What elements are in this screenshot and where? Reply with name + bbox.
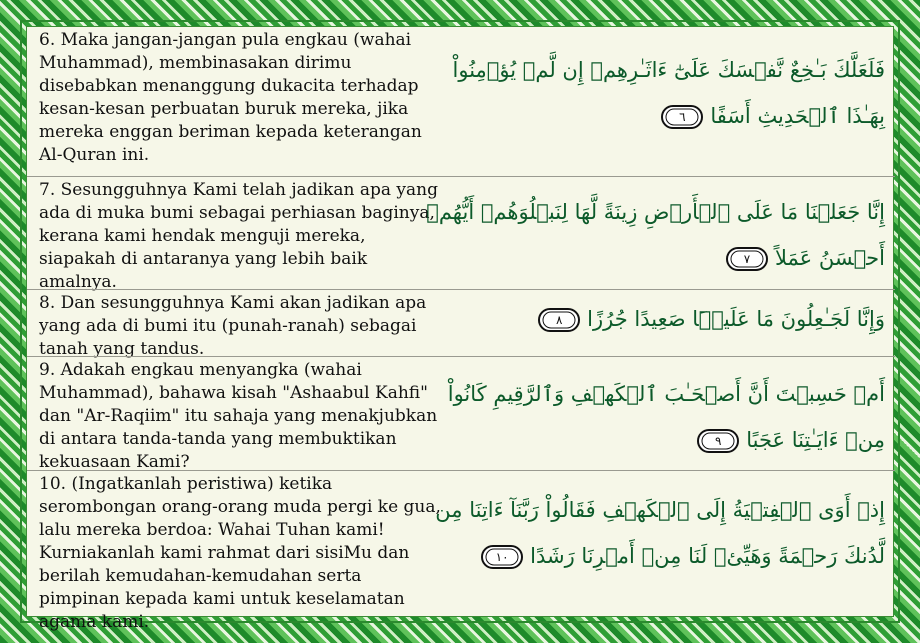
verse-arabic (426, 189, 885, 281)
arabic-line: أَحۡسَنُ عَمَلاً ٧ (455, 235, 885, 281)
ayah-number: ٩ (714, 434, 722, 448)
verse-translation: 8. Dan sesungguhnya Kami akan jadikan apa yang ada di bumi itu (punah-ranah) sebagai tanah yang tandus. (39, 293, 427, 359)
ayah-marker-icon (537, 307, 581, 333)
verse-row (27, 470, 895, 632)
verse-row (27, 289, 895, 359)
verse-row (27, 27, 895, 176)
verse-row (27, 356, 895, 470)
arabic-line: إِذۡ أَوَى ٱلۡفِتۡيَةُ إِلَى ٱلۡكَهۡفِ فَقَالُواْ رَبَّنَآ ءَاتِنَا مِن (435, 498, 885, 522)
ayah-number: ٧ (743, 252, 751, 266)
arabic-line: أَمۡ حَسِبۡتَ أَنَّ أَصۡحَـٰبَ ٱلۡكَهۡفِ وَٱلرَّقِيمِ كَانُواْ (447, 382, 885, 406)
ayah-marker-icon (725, 246, 769, 272)
verse-panel (26, 26, 894, 632)
arabic-line: فَلَعَلَّكَ بَـٰخِعٌ نَّفۡسَكَ عَلَىٰٓ ءَاثَـٰرِهِمۡ إِن لَّمۡ يُؤۡمِنُواْ (452, 58, 885, 82)
ayah-number: ٦ (679, 110, 686, 124)
verse-arabic (435, 487, 885, 579)
ayah-marker-icon (660, 104, 704, 130)
verse-arabic (447, 371, 885, 463)
ayah-marker-icon (480, 544, 524, 570)
verse-arabic (452, 47, 885, 139)
arabic-line: وَإِنَّا لَجَـٰعِلُونَ مَا عَلَيۡہَا صَعِيدًا جُرُزًا ٨ (455, 296, 885, 342)
arabic-line: لَّدُنكَ رَحۡمَةً وَهَيِّئۡ لَنَا مِنۡ أَمۡرِنَا رَشَدًا ١٠ (455, 533, 885, 579)
verse-translation: 6. Maka jangan-jangan pula engkau (wahai Muhammad), membinasakan dirimu disebabkan menanggung dukacita terhadap kesan-kesan perbuatan buruk mereka, jika mereka enggan beriman kepada keterangan Al-Quran ini. (39, 30, 422, 165)
verse-arabic (455, 296, 885, 342)
arabic-line: بِهَـٰذَا ٱلۡحَدِيثِ أَسَفًا ٦ (455, 93, 885, 139)
arabic-line: إِنَّا جَعَلۡنَا مَا عَلَى ٱلۡأَرۡضِ زِينَةً لَّهَا لِنَبۡلُوَهُمۡ أَيُّهُمۡ (426, 200, 885, 224)
verse-translation: 10. (Ingatkanlah peristiwa) ketika serombongan orang-orang muda pergi ke gua, lalu mereka berdoa: Wahai Tuhan kami! Kurniakanlah kami rahmat dari sisiMu dan berilah kemudahan-kemudahan serta pimpinan kepada kami untuk keselamatan agama kami. (39, 474, 441, 632)
verse-translation: 7. Sesungguhnya Kami telah jadikan apa yang ada di muka bumi sebagai perhiasan baginya, kerana kami hendak menguji mereka, siapakah di antaranya yang lebih baik amalnya. (39, 180, 438, 292)
ayah-number: ٨ (555, 313, 563, 327)
ayah-number: ١٠ (495, 550, 509, 564)
verse-translation: 9. Adakah engkau menyangka (wahai Muhammad), bahawa kisah "Ashaabul Kahfi" dan "Ar-Raqiim" itu sahaja yang menakjubkan di antara tanda-tanda yang membuktikan kekuasaan Kami? (39, 360, 438, 472)
verse-row (27, 176, 895, 292)
arabic-line: مِنۡ ءَايَـٰتِنَا عَجَبًا ٩ (455, 417, 885, 463)
ayah-marker-icon (696, 428, 740, 454)
